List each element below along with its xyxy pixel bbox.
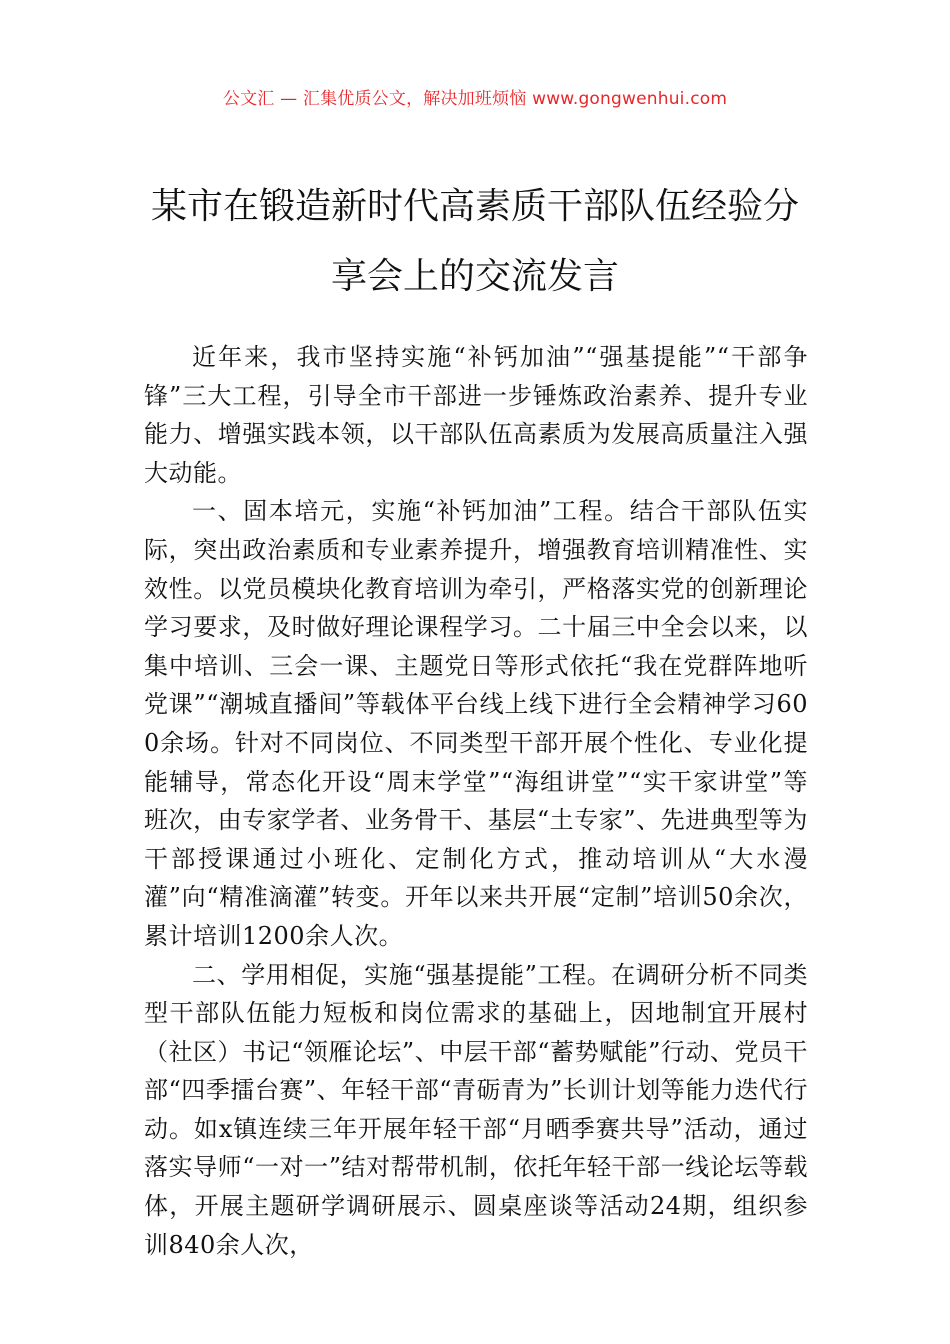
section-two-paragraph: 二、学用相促，实施“强基提能”工程。在调研分析不同类型干部队伍能力短板和岗位需求的基础上，因地制宜开展村（社区）书记“领雁论坛”、中层干部“蓄势赋能”行动、党员干部“四季擂台赛”、年轻干部“青砺青为”长训计划等能力迭代行动。如x镇连续三年开展年轻干部“月晒季赛共导”活动，通过落实导师“一对一”结对帮带机制，依托年轻干部一线论坛等载体，开展主题研学调研展示、圆桌座谈等活动24期，组织参训840余人次，: [144, 960, 808, 1259]
header-banner: 公文汇 — 汇集优质公文，解决加班烦恼 www.gongwenhui.com: [222, 89, 728, 109]
title-line-2: 享会上的交流发言: [330, 256, 619, 297]
title-line-1: 某市在锻造新时代高素质干部队伍经验分: [150, 186, 799, 227]
section-one-paragraph: 一、固本培元，实施“补钙加油”工程。结合干部队伍实际，突出政治素质和专业素养提升，增强教育培训精准性、实效性。以党员模块化教育培训为牵引，严格落实党的创新理论学习要求，及时做好理论课程学习。二十届三中全会以来，以集中培训、三会一课、主题党日等形式依托“我在党群阵地听党课”“潮城直播间”等载体平台线上线下进行全会精神学习600余场。针对不同岗位、不同类型干部开展个性化、专业化提能辅导，常态化开设“周末学堂”“海组讲堂”“实干家讲堂”等班次，由专家学者、业务骨干、基层“土专家”、先进典型等为干部授课通过小班化、定制化方式，推动培训从“大水漫灌”向“精准滴灌”转变。开年以来共开展“定制”培训50余次，累计培训1200余人次。: [144, 497, 808, 950]
intro-paragraph: 近年来，我市坚持实施“补钙加油”“强基提能”“干部争锋”三大工程，引导全市干部进一步锤炼政治素养、提升专业能力、增强实践本领，以干部队伍高素质为发展高质量注入强大动能。: [144, 343, 808, 487]
document-body: [144, 338, 808, 1264]
document-title: [120, 172, 830, 312]
